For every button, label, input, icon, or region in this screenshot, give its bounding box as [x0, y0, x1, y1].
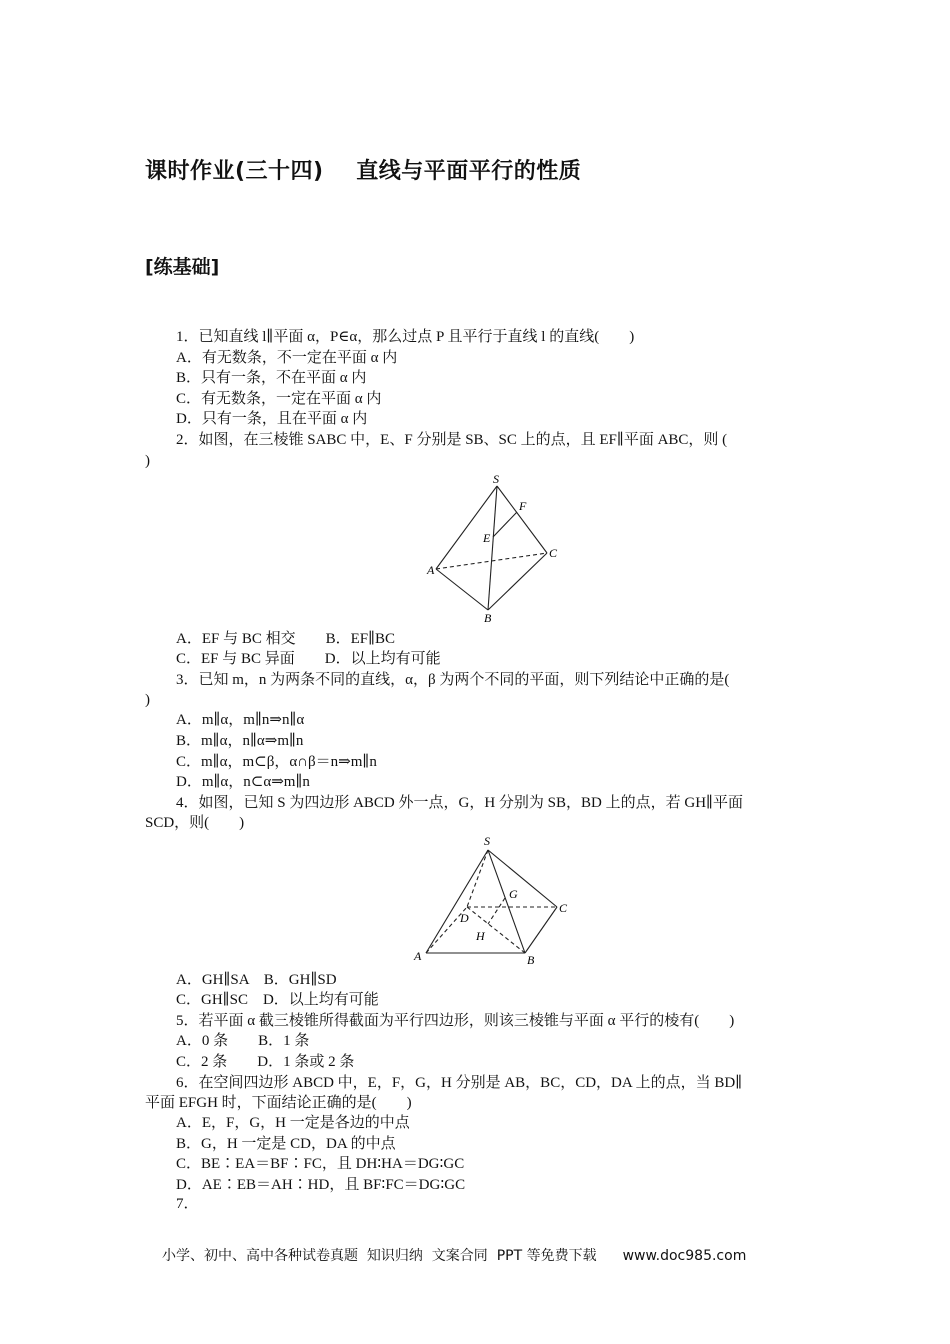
fig1-label-c: C: [549, 546, 558, 560]
fig2-label-a: A: [414, 949, 422, 963]
question-3-stem-cont: ): [145, 692, 150, 708]
section-heading: [练基础]: [145, 256, 220, 278]
figure-tetrahedron-sabc: [436, 486, 547, 610]
question-4-stem: 4．如图，已知 S 为四边形 ABCD 外一点，G，H 分别为 SB，BD 上的点，若 GH∥平面: [176, 795, 743, 811]
question-2-options-cd: C．EF 与 BC 异面 D．以上均有可能: [176, 651, 441, 667]
page-title: 课时作业(三十四) 直线与平面平行的性质: [145, 159, 582, 184]
question-5-stem: 5．若平面 α 截三棱锥所得截面为平行四边形，则该三棱锥与平面 α 平行的棱有( ): [176, 1013, 735, 1029]
question-3-option-a: A．m∥α，m∥n⇒n∥α: [176, 712, 305, 728]
fig1-label-f: F: [519, 499, 527, 513]
question-6-option-a: A．E，F，G，H 一定是各边的中点: [176, 1115, 410, 1131]
footer-url[interactable]: www.doc985.com: [622, 1248, 747, 1264]
question-1-option-a: A．有无数条，不一定在平面 α 内: [176, 350, 398, 366]
question-1-stem: 1．已知直线 l∥平面 α，P∈α，那么过点 P 且平行于直线 l 的直线( ): [176, 329, 635, 345]
fig2-label-g: G: [509, 887, 518, 901]
question-4-stem-cont: SCD，则( ): [145, 815, 245, 831]
footer: [162, 1245, 746, 1265]
question-6-option-b: B．G，H 一定是 CD，DA 的中点: [176, 1136, 396, 1152]
question-4-options-cd: C．GH∥SC D．以上均有可能: [176, 992, 379, 1008]
fig1-label-e: E: [483, 531, 491, 545]
question-6-stem: 6．在空间四边形 ABCD 中，E，F，G，H 分别是 AB，BC，CD，DA 上的点，当 BD∥: [176, 1075, 743, 1091]
question-2-stem-cont: ): [145, 453, 150, 469]
fig2-label-h: H: [476, 929, 485, 943]
fig1-label-a: A: [427, 563, 435, 577]
question-1-option-b: B．只有一条，不在平面 α 内: [176, 370, 367, 386]
question-5-options-ab: A．0 条 B．1 条: [176, 1033, 310, 1049]
fig1-label-s: S: [493, 472, 499, 486]
question-6-option-d: D．AE∶EB＝AH∶HD，且 BF∶FC＝DG∶GC: [176, 1177, 466, 1193]
question-6-stem-cont: 平面 EFGH 时，下面结论正确的是( ): [145, 1095, 412, 1111]
fig2-label-b: B: [527, 953, 535, 967]
question-2-stem: 2．如图，在三棱锥 SABC 中，E、F 分别是 SB、SC 上的点，且 EF∥平面 ABC，则 (: [176, 432, 728, 448]
question-3-stem: 3．已知 m，n 为两条不同的直线，α，β 为两个不同的平面，则下列结论中正确的是(: [176, 672, 730, 688]
question-1-option-d: D．只有一条，且在平面 α 内: [176, 411, 368, 427]
fig2-label-s: S: [484, 834, 490, 848]
question-7-stem: 7．: [176, 1196, 199, 1212]
question-5-options-cd: C．2 条 D．1 条或 2 条: [176, 1054, 355, 1070]
footer-text: 小学、初中、高中各种试卷真题 知识归纳 文案合同 PPT 等免费下载: [162, 1248, 597, 1264]
fig2-label-d: D: [460, 911, 469, 925]
question-3-option-b: B．m∥α，n∥α⇒m∥n: [176, 733, 304, 749]
question-3-option-d: D．m∥α，n⊂α⇒m∥n: [176, 774, 310, 790]
fig2-label-c: C: [559, 901, 568, 915]
question-2-options-ab: A．EF 与 BC 相交 B．EF∥BC: [176, 631, 396, 647]
question-4-options-ab: A．GH∥SA B．GH∥SD: [176, 972, 337, 988]
question-1-option-c: C．有无数条，一定在平面 α 内: [176, 391, 382, 407]
figure-pyramid-sabcd: [426, 850, 557, 953]
fig1-label-b: B: [484, 611, 492, 625]
question-6-option-c: C．BE∶EA＝BF∶FC，且 DH∶HA＝DG∶GC: [176, 1156, 465, 1172]
question-3-option-c: C．m∥α，m⊂β，α∩β＝n⇒m∥n: [176, 754, 377, 770]
